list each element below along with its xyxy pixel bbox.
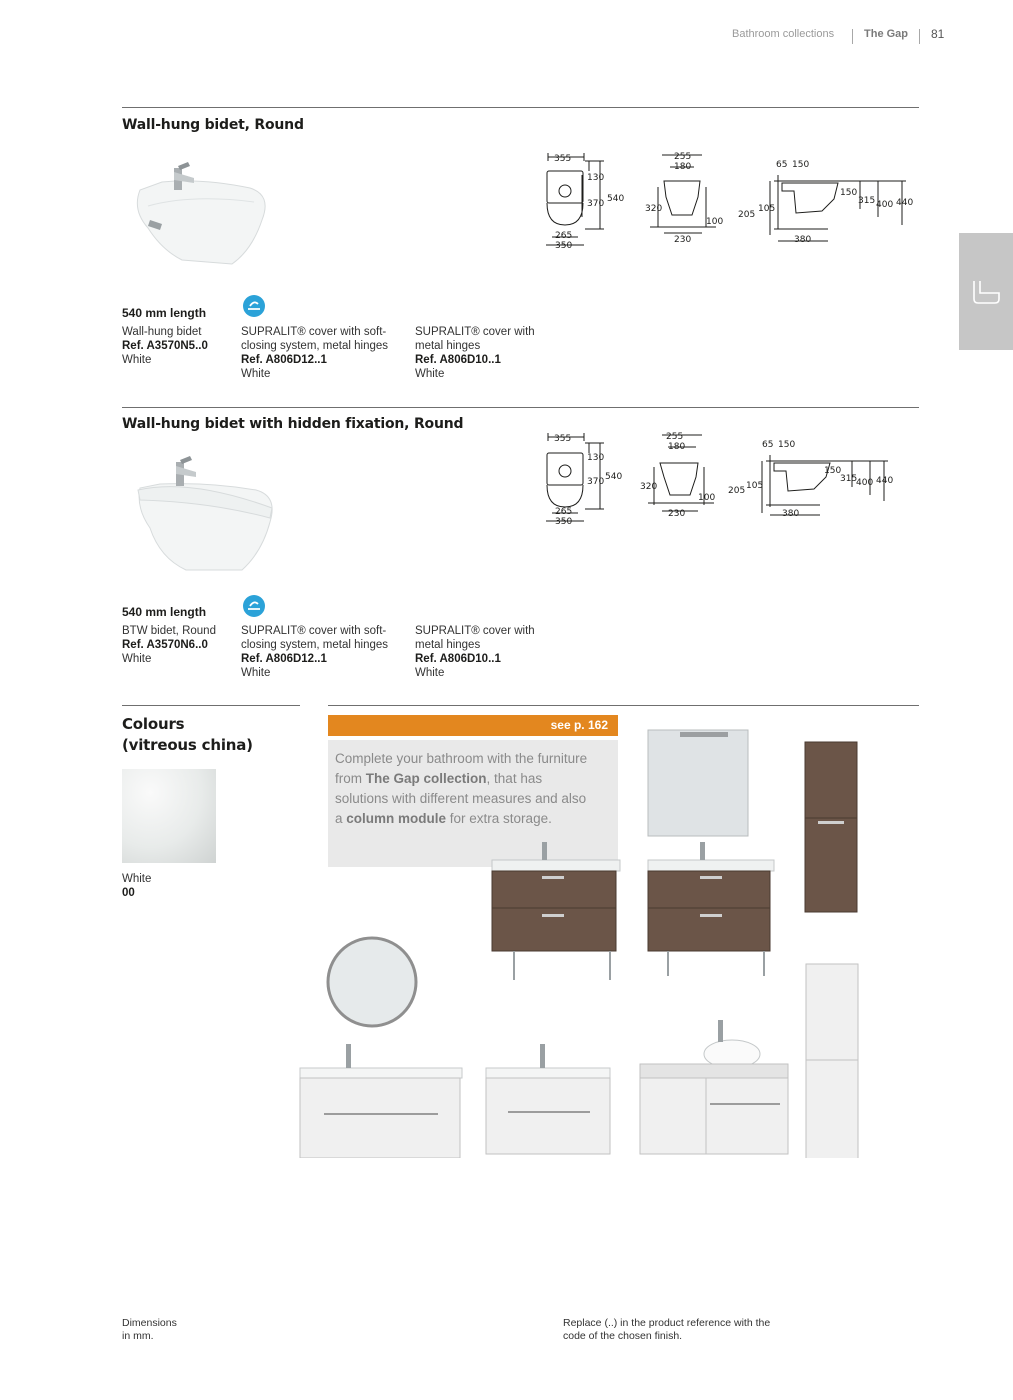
colours-title xyxy=(122,714,253,756)
product-title: Wall-hung bidet, Round xyxy=(122,117,304,133)
product-column xyxy=(415,325,575,381)
vanity-white xyxy=(300,1078,460,1158)
dim-label: 65 xyxy=(776,160,788,170)
dim-label: 355 xyxy=(554,154,572,164)
dim-label: 205 xyxy=(738,210,756,220)
dim-label: 130 xyxy=(587,453,605,463)
product-ref: Ref. A3570N6..0 xyxy=(122,639,208,651)
dim-label: 320 xyxy=(645,204,663,214)
promo-emphasis: column module xyxy=(346,811,447,826)
dim-label: 400 xyxy=(856,478,874,488)
product-ref: Ref. A806D12..1 xyxy=(241,354,327,366)
header-divider xyxy=(919,29,920,44)
promo-fragment: from xyxy=(335,771,366,786)
footer-line: Replace (..) in the product reference with the xyxy=(563,1317,771,1329)
product-description: metal hinges xyxy=(415,340,481,352)
dim-label: 230 xyxy=(674,235,692,245)
product-column xyxy=(241,624,411,680)
dim-label: 265 xyxy=(555,507,573,517)
mirror-light xyxy=(680,732,728,737)
dim-label: 230 xyxy=(668,509,686,519)
dim-label: 180 xyxy=(674,162,692,172)
dim-label: 150 xyxy=(778,440,796,450)
technical-drawing xyxy=(538,425,918,533)
section-rule xyxy=(328,705,919,706)
header-collection: The Gap xyxy=(864,28,909,40)
swatch-name: White xyxy=(122,873,152,885)
bidet-photo xyxy=(122,150,282,285)
section-rule xyxy=(122,107,919,108)
dim-label: 540 xyxy=(607,194,625,204)
dim-label: 350 xyxy=(555,517,573,527)
product-description: BTW bidet, Round xyxy=(122,625,216,637)
dim-label: 150 xyxy=(840,188,858,198)
colour-swatch-white[interactable] xyxy=(122,769,216,863)
page-number: 81 xyxy=(931,27,945,41)
dim-label: 355 xyxy=(554,434,572,444)
dim-label: 265 xyxy=(555,231,573,241)
product-column xyxy=(415,624,575,680)
dim-label: 100 xyxy=(698,493,716,503)
product-description: SUPRALIT® cover with xyxy=(415,625,535,637)
dim-label: 100 xyxy=(706,217,724,227)
soft-close-icon xyxy=(242,594,266,618)
technical-drawing xyxy=(538,147,918,255)
dim-label: 380 xyxy=(794,235,812,245)
dim-label: 150 xyxy=(824,466,842,476)
sink-top xyxy=(648,860,774,871)
product-description: closing system, metal hinges xyxy=(241,639,389,651)
section-tab xyxy=(959,233,1013,350)
product-description: Wall-hung bidet xyxy=(122,326,202,338)
dim-label: 130 xyxy=(587,173,605,183)
promo-fragment: for extra storage. xyxy=(446,811,552,826)
section-rule xyxy=(122,407,919,408)
header-divider xyxy=(852,29,853,44)
vanity-white xyxy=(640,1078,788,1154)
mirror-image xyxy=(648,730,748,836)
dim-label: 315 xyxy=(840,474,858,484)
footer-line: Dimensions xyxy=(122,1317,177,1329)
footer-dimensions xyxy=(122,1317,177,1343)
dim-label: 105 xyxy=(746,481,764,491)
product-ref: Ref. A3570N5..0 xyxy=(122,340,208,352)
product-finish: White xyxy=(241,667,271,679)
dim-label: 205 xyxy=(728,486,746,496)
product-finish: White xyxy=(241,368,271,380)
sink-top xyxy=(486,1068,610,1078)
dim-label: 380 xyxy=(782,509,800,519)
section-rule xyxy=(122,705,300,706)
dim-label: 400 xyxy=(876,200,894,210)
dim-label: 440 xyxy=(896,198,914,208)
dim-label: 180 xyxy=(668,442,686,452)
promo-emphasis: The Gap collection xyxy=(365,771,487,786)
dim-label: 370 xyxy=(587,477,605,487)
soft-close-icon xyxy=(242,294,266,318)
sink-top xyxy=(492,860,620,871)
footer-note xyxy=(563,1317,770,1343)
bidet-photo xyxy=(130,448,285,583)
promo-fragment: a xyxy=(335,811,347,826)
dim-label: 65 xyxy=(762,440,774,450)
product-length: 540 mm length xyxy=(122,306,207,320)
dim-label: 255 xyxy=(666,432,684,442)
product-column xyxy=(122,624,237,666)
product-length: 540 mm length xyxy=(122,605,207,619)
vanity-wood xyxy=(648,871,770,951)
dim-label: 105 xyxy=(758,204,776,214)
dim-label: 315 xyxy=(858,196,876,206)
product-description: SUPRALIT® cover with xyxy=(415,326,535,338)
swatch-label xyxy=(122,872,151,900)
column-unit-white xyxy=(806,964,858,1158)
column-unit-wood xyxy=(805,742,857,912)
round-mirror xyxy=(328,938,416,1026)
promo-line: Complete your bathroom with the furniture xyxy=(335,751,588,766)
product-description: closing system, metal hinges xyxy=(241,340,389,352)
product-column xyxy=(241,325,411,381)
dim-label: 370 xyxy=(587,199,605,209)
footer-line: code of the chosen finish. xyxy=(563,1330,683,1342)
vanity-white xyxy=(486,1078,610,1154)
promo-fragment: , that has xyxy=(486,771,543,786)
product-finish: White xyxy=(415,368,445,380)
dim-label: 150 xyxy=(792,160,810,170)
header-section: Bathroom collections xyxy=(732,28,835,40)
product-title: Wall-hung bidet with hidden fixation, Round xyxy=(122,416,464,432)
furniture-collection-photo xyxy=(290,728,870,1158)
dim-label: 255 xyxy=(674,152,692,162)
dim-label: 320 xyxy=(640,482,658,492)
countertop xyxy=(640,1064,788,1078)
product-finish: White xyxy=(122,653,152,665)
product-finish: White xyxy=(122,354,152,366)
product-description: metal hinges xyxy=(415,639,481,651)
vanity-wood xyxy=(492,871,616,951)
product-column xyxy=(122,325,237,367)
product-ref: Ref. A806D10..1 xyxy=(415,653,501,665)
sink-top xyxy=(300,1068,462,1078)
product-description: SUPRALIT® cover with soft- xyxy=(241,625,387,637)
dim-label: 440 xyxy=(876,476,894,486)
bathtub-icon xyxy=(959,233,1013,350)
product-finish: White xyxy=(415,667,445,679)
product-ref: Ref. A806D12..1 xyxy=(241,653,327,665)
see-page-link[interactable]: see p. 162 xyxy=(550,718,608,732)
colours-title-line: Colours xyxy=(122,715,185,733)
dim-label: 540 xyxy=(605,472,623,482)
swatch-code: 00 xyxy=(122,887,135,899)
footer-line: in mm. xyxy=(122,1330,154,1342)
product-ref: Ref. A806D10..1 xyxy=(415,354,501,366)
promo-line: solutions with different measures and also xyxy=(335,791,587,806)
product-description: SUPRALIT® cover with soft- xyxy=(241,326,387,338)
dim-label: 350 xyxy=(555,241,573,251)
colours-title-line: (vitreous china) xyxy=(122,736,253,754)
